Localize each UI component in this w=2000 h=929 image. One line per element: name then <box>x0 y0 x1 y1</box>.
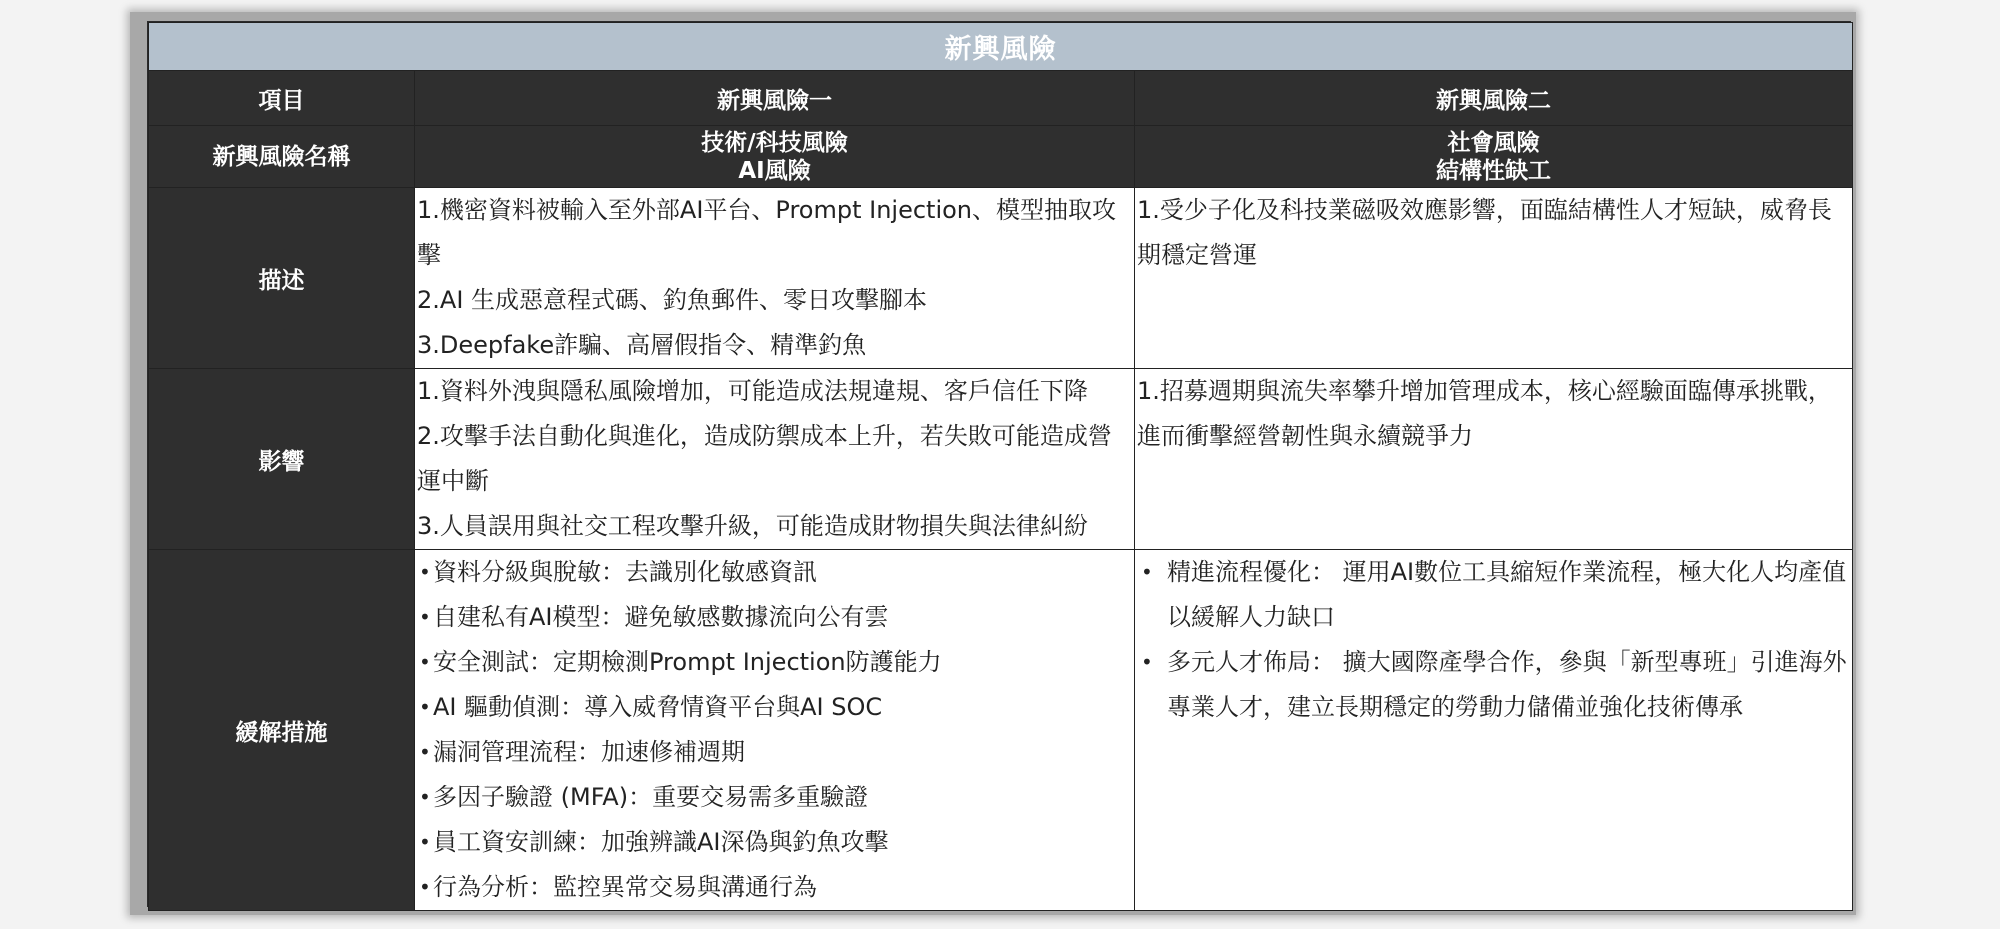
risk-1-description <box>415 188 1135 369</box>
risk-2-name <box>1135 126 1853 188</box>
list-item: • AI 驅動偵測：導入威脅情資平台與AI SOC <box>417 685 1132 730</box>
emerging-risk-table <box>148 22 1853 911</box>
row-label-risk-name: 新興風險名稱 <box>149 126 415 188</box>
risk-table-sheet <box>147 21 1851 907</box>
list-item: • 安全測試：定期檢測Prompt Injection防護能力 <box>417 640 1132 685</box>
row-label-impact: 影響 <box>149 369 415 550</box>
row-label-mitigation: 緩解措施 <box>149 550 415 911</box>
list-item: • 多元人才佈局： 擴大國際產學合作，參與「新型專班」引進海外專業人才，建立長期穩定的勞動力儲備並強化技術傳承 <box>1137 640 1850 730</box>
column-header-risk-1: 新興風險一 <box>415 71 1135 126</box>
list-item: • 行為分析：監控異常交易與溝通行為 <box>417 865 1132 910</box>
description-line: 1.機密資料被輸入至外部AI平台、Prompt Injection、模型抽取攻擊 <box>417 196 1117 269</box>
column-header-risk-2: 新興風險二 <box>1135 71 1853 126</box>
impact-line: 3.人員誤用與社交工程攻擊升級，可能造成財物損失與法律糾紛 <box>417 512 1088 540</box>
risk-2-mitigation <box>1135 550 1853 911</box>
impact-line: 2.攻擊手法自動化與進化，造成防禦成本上升，若失敗可能造成營運中斷 <box>417 422 1112 495</box>
description-line: 3.Deepfake詐騙、高層假指令、精準釣魚 <box>417 331 867 359</box>
impact-line: 1.招募週期與流失率攀升增加管理成本，核心經驗面臨傳承挑戰，進而衝擊經營韌性與永續競爭力 <box>1137 377 1832 450</box>
risk-2-category: 社會風險 <box>1447 129 1540 156</box>
table-title: 新興風險 <box>149 23 1853 71</box>
list-item: • 自建私有AI模型：避免敏感數據流向公有雲 <box>417 595 1132 640</box>
mitigation-list <box>417 550 1132 910</box>
description-line: 1.受少子化及科技業磁吸效應影響，面臨結構性人才短缺，威脅長期穩定營運 <box>1137 196 1832 269</box>
column-header-item: 項目 <box>149 71 415 126</box>
description-line: 2.AI 生成惡意程式碼、釣魚郵件、零日攻擊腳本 <box>417 286 928 314</box>
risk-2-impact <box>1135 369 1853 550</box>
list-item: • 精進流程優化： 運用AI數位工具縮短作業流程，極大化人均產值以緩解人力缺口 <box>1137 550 1850 640</box>
impact-line: 1.資料外洩與隱私風險增加，可能造成法規違規、客戶信任下降 <box>417 377 1088 405</box>
mitigation-list <box>1137 550 1850 730</box>
list-item: • 資料分級與脫敏：去識別化敏感資訊 <box>417 550 1132 595</box>
row-label-description: 描述 <box>149 188 415 369</box>
list-item: • 員工資安訓練：加強辨識AI深偽與釣魚攻擊 <box>417 820 1132 865</box>
risk-2-title: 結構性缺工 <box>1436 157 1551 184</box>
risk-1-title: AI風險 <box>738 157 811 184</box>
risk-1-mitigation <box>415 550 1135 911</box>
risk-2-description <box>1135 188 1853 369</box>
list-item: • 多因子驗證 (MFA)：重要交易需多重驗證 <box>417 775 1132 820</box>
list-item: • 漏洞管理流程：加速修補週期 <box>417 730 1132 775</box>
risk-1-category: 技術/科技風險 <box>701 129 848 156</box>
risk-1-impact <box>415 369 1135 550</box>
risk-1-name <box>415 126 1135 188</box>
